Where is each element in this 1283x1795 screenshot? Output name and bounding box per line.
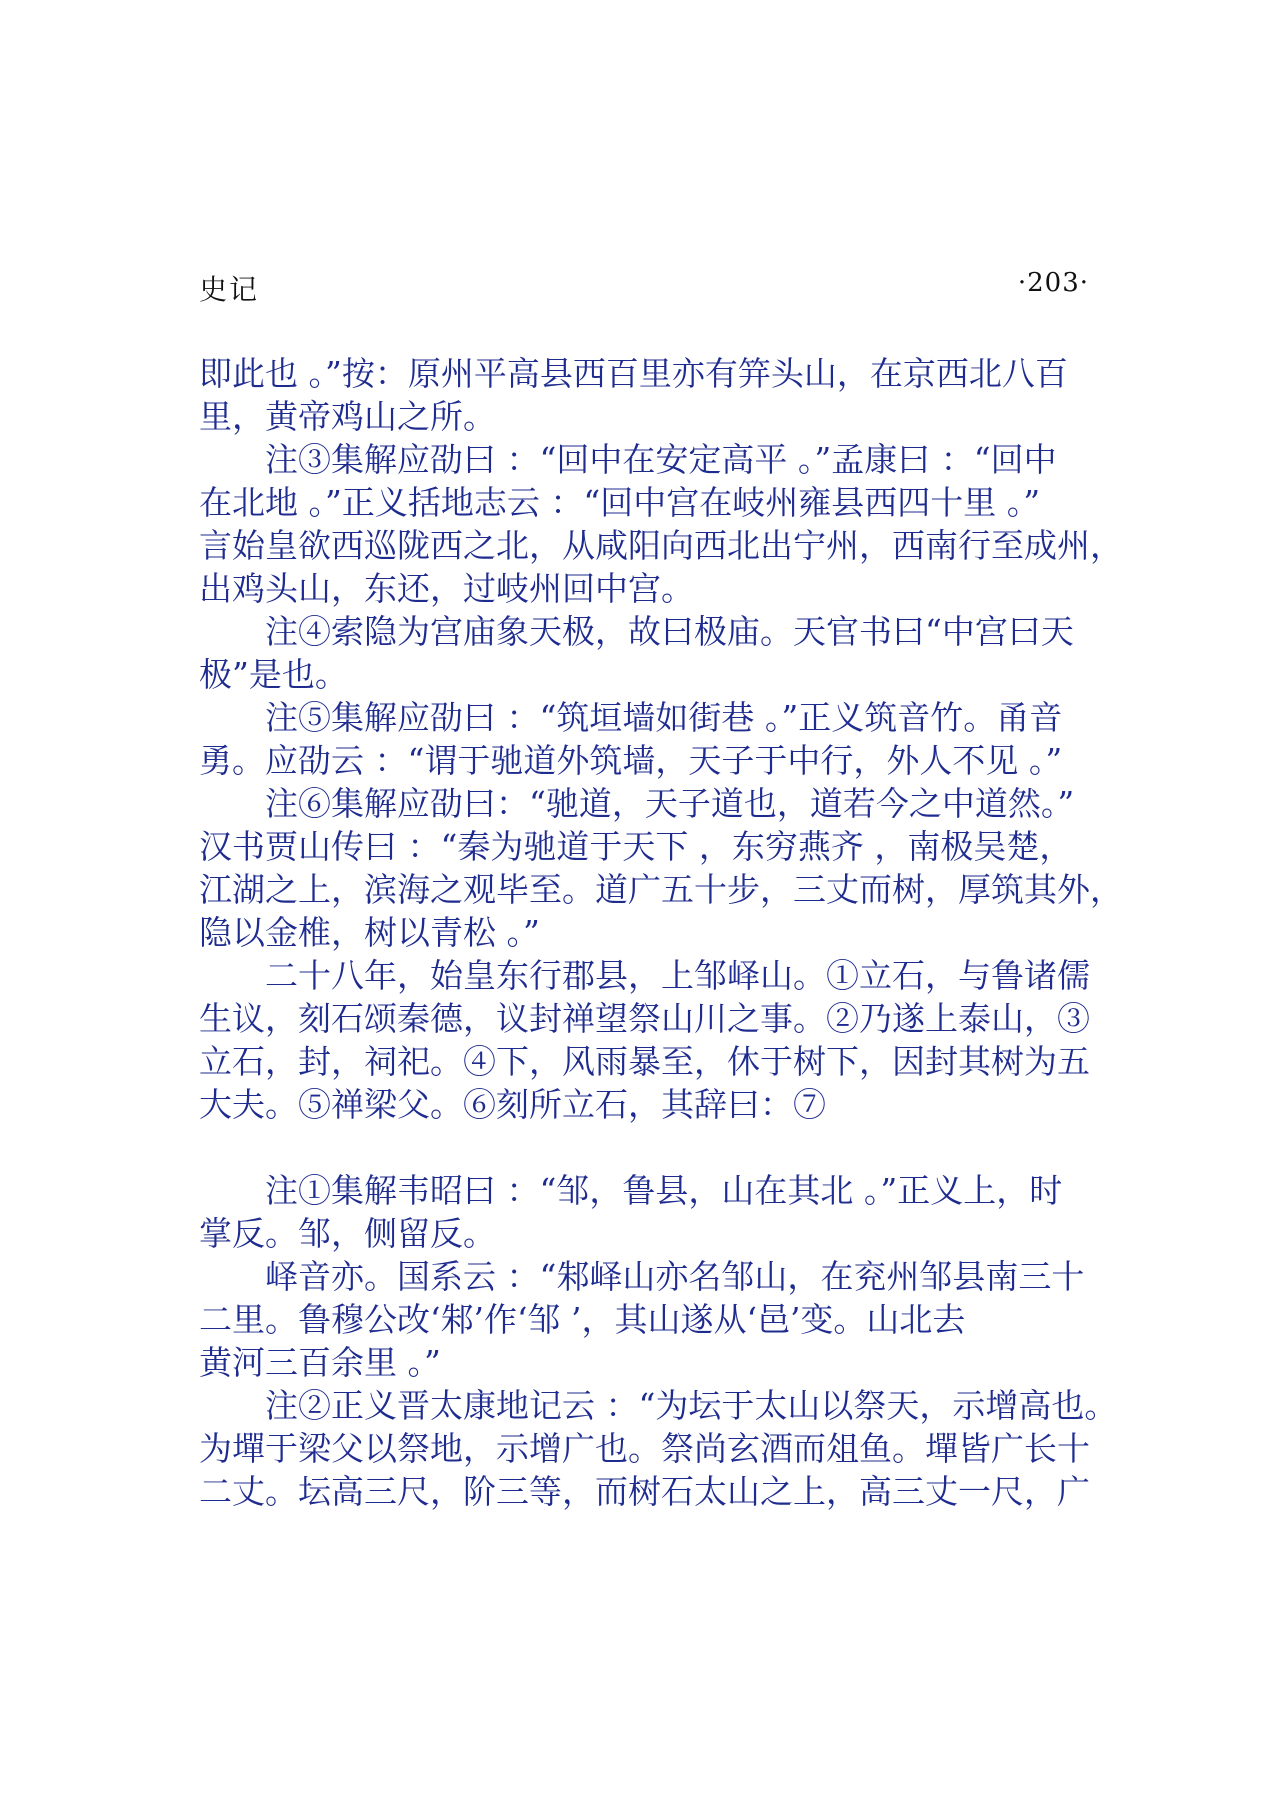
note-line: 注⑥集解应劭曰：“驰道，天子道也，道若今之中道然。” [265,784,1075,823]
book-title: 史记 [199,273,260,306]
text-line: 黄河三百余里 。” [199,1343,441,1382]
note-line: 注④索隐为宫庙象天极，故曰极庙。天官书曰“中宫曰天 [265,612,1074,651]
text-line: 勇。应劭云 ：“谓于驰道外筑墙，天子于中行，外人不见 。” [199,741,1063,780]
text-line: 为墠于梁父以祭地，示增广也。祭尚玄酒而俎鱼。墠皆广长十 [199,1429,1090,1468]
text-line: 即此也 。”按：原州平高县西百里亦有笄头山，在京西北八百 [199,354,1068,393]
page-body [199,352,1123,1513]
text-line: 出鸡头山，东还，过岐州回中宫。 [199,569,694,608]
text-line: 掌反。邹，侧留反。 [199,1214,496,1253]
note-line: 注⑤集解应劭曰 ：“筑垣墙如街巷 。”正义筑音竹。甬音 [265,698,1063,737]
text-line: 极”是也。 [199,655,348,694]
text-line: 立石，封，祠祀。④下，风雨暴至，休于树下，因封其树为五 [199,1042,1090,1081]
text-line: 里，黄帝鸡山之所。 [199,397,496,436]
text-line: 二丈。坛高三尺，阶三等，而树石太山之上，高三丈一尺，广 [199,1472,1090,1511]
text-line: 汉书贾山传曰 ：“秦为驰道于天下 ，东穷燕齐 ，南极吴楚， [199,827,1073,866]
text-line: 言始皇欲西巡陇西之北，从咸阳向西北出宁州，西南行至成州， [199,526,1123,565]
text-line: 生议，刻石颂秦德，议封禅望祭山川之事。②乃遂上泰山，③ [199,999,1090,1038]
paragraph-line: 二十八年，始皇东行郡县，上邹峄山。①立石，与鲁诸儒 [265,956,1090,995]
note-line: 注①集解韦昭曰 ：“邹，鲁县，山在其北 。”正义上，时 [265,1171,1063,1210]
note-line: 注③集解应劭曰 ：“回中在安定高平 。”孟康曰 ：“回中 [265,440,1057,479]
page-header [199,268,1089,308]
text-line: 江湖之上，滨海之观毕至。道广五十步，三丈而树，厚筑其外， [199,870,1123,909]
text-line: 在北地 。”正义括地志云 ：“回中宫在岐州雍县西四十里 。” [199,483,1041,522]
text-line: 二里。鲁穆公改‘邾’作‘邹 ’，其山遂从‘邑’变。山北去 [199,1300,966,1339]
paragraph-gap [199,1126,1099,1169]
text-line: 隐以金椎，树以青松 。” [199,913,540,952]
text-line: 大夫。⑤禅梁父。⑥刻所立石，其辞曰：⑦ [199,1085,826,1124]
page-number: ·203· [1017,268,1089,298]
note-line: 峄音亦。国系云 ：“邾峄山亦名邹山，在兖州邹县南三十 [265,1257,1085,1296]
note-line: 注②正义晋太康地记云 ：“为坛于太山以祭天，示增高也。 [265,1386,1118,1425]
